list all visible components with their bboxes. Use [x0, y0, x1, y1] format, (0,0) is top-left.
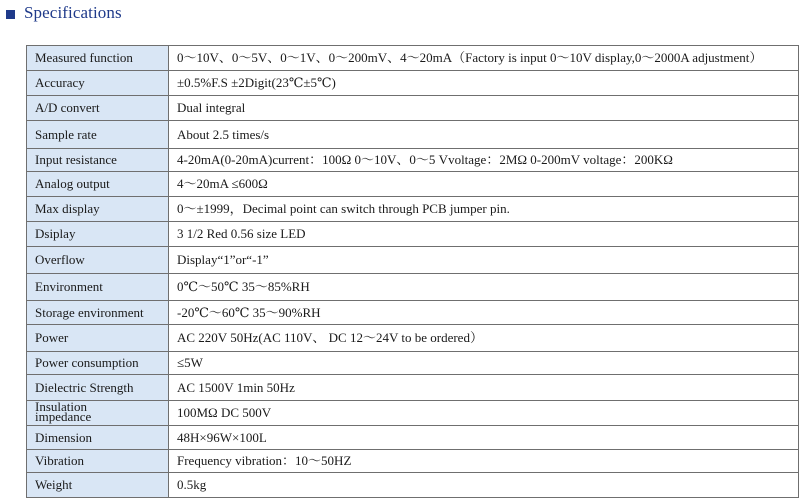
spec-label: Environment: [27, 274, 169, 301]
spec-row-accuracy: [27, 71, 799, 96]
spec-value: 4-20mA(0-20mA)current：100Ω 0～10V、0～5 Vvoltage：2MΩ 0-200mV voltage：200KΩ: [169, 149, 799, 172]
spec-row-power: [27, 325, 799, 352]
spec-label: Accuracy: [27, 71, 169, 96]
spec-row-analog-output: [27, 172, 799, 197]
spec-row-environment: [27, 274, 799, 301]
spec-row-sample-rate: [27, 121, 799, 149]
spec-label: Vibration: [27, 450, 169, 473]
spec-row-overflow: [27, 247, 799, 274]
spec-label: Max display: [27, 197, 169, 222]
spec-value: ±0.5%F.S ±2Digit(23℃±5℃): [169, 71, 799, 96]
spec-value: 0～10V、0～5V、0～1V、0～200mV、4～20mA（Factory is input 0～10V display,0～2000A adjustment）: [169, 46, 799, 71]
spec-label: A/D convert: [27, 96, 169, 121]
spec-value: AC 1500V 1min 50Hz: [169, 375, 799, 401]
spec-value: 100MΩ DC 500V: [169, 401, 799, 426]
spec-label: Dimension: [27, 426, 169, 450]
spec-label: Dielectric Strength: [27, 375, 169, 401]
spec-label: Weight: [27, 473, 169, 498]
spec-label: [27, 401, 169, 426]
spec-label: Sample rate: [27, 121, 169, 149]
spec-label: Overflow: [27, 247, 169, 274]
spec-label: Storage environment: [27, 301, 169, 325]
spec-label: Dsiplay: [27, 222, 169, 247]
spec-label: Power: [27, 325, 169, 352]
page-title: Specifications: [24, 3, 122, 22]
specifications-heading: [6, 2, 122, 24]
spec-row-insulation-impedance: [27, 401, 799, 426]
spec-row-input-resistance: [27, 149, 799, 172]
spec-label: Measured function: [27, 46, 169, 71]
specifications-table: [26, 45, 799, 498]
spec-row-storage-environment: [27, 301, 799, 325]
square-bullet-icon: [6, 10, 15, 19]
spec-row-weight: [27, 473, 799, 498]
spec-row-vibration: [27, 450, 799, 473]
spec-row-measured-function: [27, 46, 799, 71]
spec-value: Dual integral: [169, 96, 799, 121]
spec-value: 0～±1999，Decimal point can switch through PCB jumper pin.: [169, 197, 799, 222]
spec-value: -20℃～60℃ 35～90%RH: [169, 301, 799, 325]
spec-label: Input resistance: [27, 149, 169, 172]
spec-row-display: [27, 222, 799, 247]
spec-value: 4～20mA ≤600Ω: [169, 172, 799, 197]
spec-value: Frequency vibration：10～50HZ: [169, 450, 799, 473]
spec-value: AC 220V 50Hz(AC 110V、 DC 12～24V to be ordered）: [169, 325, 799, 352]
spec-value: Display“1”or“-1”: [169, 247, 799, 274]
spec-value: 0.5kg: [169, 473, 799, 498]
spec-label: Analog output: [27, 172, 169, 197]
spec-row-power-consumption: [27, 352, 799, 375]
spec-value: 48H×96W×100L: [169, 426, 799, 450]
spec-row-dielectric-strength: [27, 375, 799, 401]
spec-label-text: Insulation impedance: [35, 400, 92, 424]
spec-value: 0℃～50℃ 35～85%RH: [169, 274, 799, 301]
spec-value: About 2.5 times/s: [169, 121, 799, 149]
spec-value: ≤5W: [169, 352, 799, 375]
spec-row-dimension: [27, 426, 799, 450]
spec-row-ad-convert: [27, 96, 799, 121]
spec-value: 3 1/2 Red 0.56 size LED: [169, 222, 799, 247]
spec-row-max-display: [27, 197, 799, 222]
spec-label: Power consumption: [27, 352, 169, 375]
